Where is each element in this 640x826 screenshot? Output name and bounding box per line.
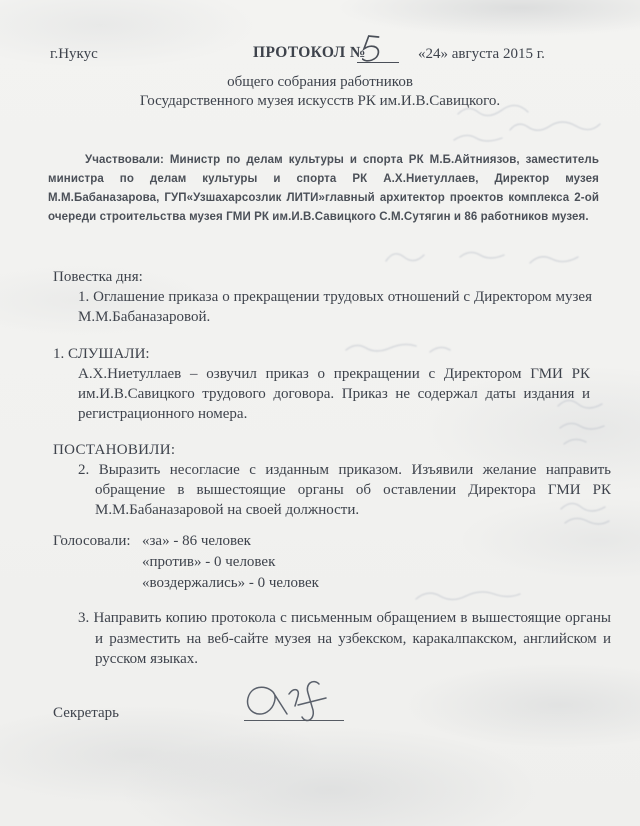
voting-row-for: «за» - 86 человек — [142, 533, 251, 549]
header-city: г.Нукус — [50, 46, 98, 62]
subtitle-line1: общего собрания работников — [227, 74, 413, 90]
secretary-signature — [243, 678, 353, 724]
agenda-heading: Повестка дня: — [53, 269, 143, 285]
voting-row-abstained: «воздержались» - 0 человек — [142, 575, 319, 591]
subtitle-line2: Государственного музея искусств РК им.И.В.Савицкого. — [139, 93, 501, 109]
bleed-through-mark — [380, 243, 610, 273]
heard-paragraph: А.Х.Ниетуллаев – озвучил приказ о прекращении с Директором ГМИ РК им.И.В.Савицкого трудового договора. Приказ не содержал даты издания и регистрационного номера. — [78, 366, 590, 422]
bleed-through-mark — [340, 336, 480, 360]
protocol-number-underline — [357, 61, 399, 63]
resolved-item-2: 2. Выразить несогласие с изданным приказом. Изъявили желание направить обращение в вышестоящие органы об оставлении Директора ГМИ РК М.М.Бабаназаровой на своей должности. — [78, 462, 611, 518]
participants-paragraph: Участвовали: Министр по делам культуры и спорта РК М.Б.Айтниязов, заместитель министра по делам культуры и спорта РК А.Х.Ниетуллаев, Директор музея М.М.Бабаназарова, ГУП«Узшахарсозлик ЛИТИ»главный архитектор проектов комплекса 2-ой очереди строительства музея ГМИ РК им.И.В.Савицкого С.М.Сутягин и 86 работников музея. — [48, 154, 599, 223]
secretary-label: Секретарь — [53, 705, 120, 721]
protocol-title: ПРОТОКОЛ № — [253, 44, 366, 61]
bleed-through-mark — [410, 585, 540, 607]
signature-underline — [244, 719, 344, 721]
protocol-number-value — [370, 40, 371, 41]
heard-heading: 1. СЛУШАЛИ: — [53, 346, 150, 362]
agenda-item-1: 1. Оглашение приказа о прекращении трудовых отношений с Директором музея М.М.Бабаназаровой. — [78, 289, 592, 325]
header-date: «24» августа 2015 г. — [418, 46, 545, 62]
voting-row-against: «против» - 0 человек — [142, 554, 276, 570]
voting-label: Голосовали: — [53, 533, 131, 549]
resolved-heading: ПОСТАНОВИЛИ: — [53, 442, 176, 458]
resolved-item-3: 3. Направить копию протокола с письменным обращением в вышестоящие органы и разместить на веб-сайте музея на узбекском, каракалпакском, английском и русском языках. — [78, 610, 611, 667]
handwritten-protocol-number — [362, 34, 396, 64]
